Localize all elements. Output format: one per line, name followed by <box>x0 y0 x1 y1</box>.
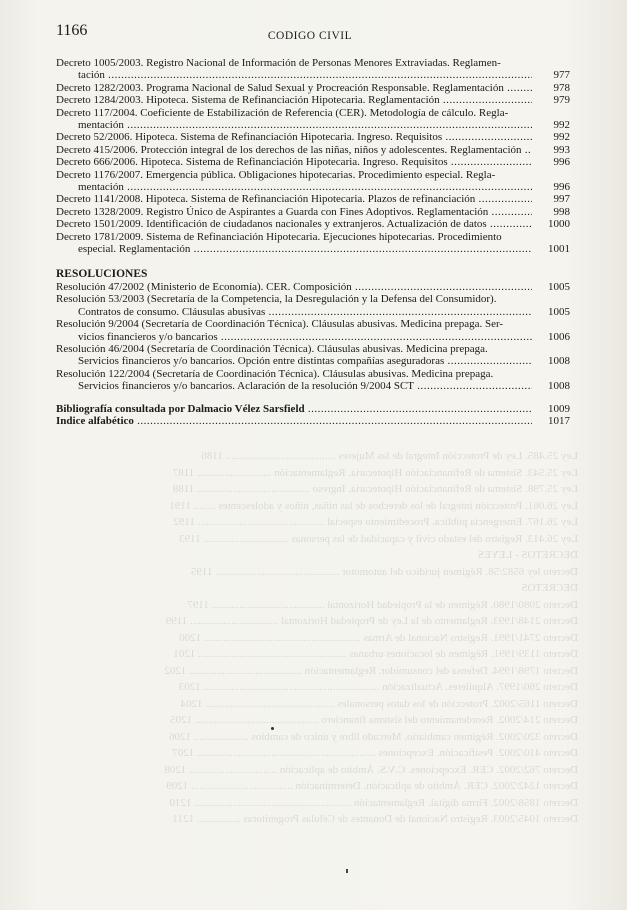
toc-entry-line: Decreto 415/2006. Protección integral de los derechos de las niñas, niños y adolescentes. Reglamentación ..... <box>56 144 532 156</box>
toc-entry-line: Decreto 52/2006. Hipoteca. Sistema de Refinanciación Hipotecaria. Ingreso. Requisitos ..... <box>56 131 532 143</box>
toc-entry <box>56 82 570 94</box>
show-through-text: Ley 25.485. Ley de Protección Integral de las Mujeres ........................................ 1186 Ley 25.543. Sistema de Refinanciación Hipotecaria. Reglamentación ........................... 1187 Ley 25.798. Sistema de Refinanciación Hipotecaria. Ingreso ......................................... 1188 Ley 26.061. Protección integral de los derechos de las niñas, niños y adolescentes ........ 1191 Ley 26.167. Emergencia pública. Procedimiento especial .............................................. 1192 Ley 26.413. Registro del estado civil y capacidad de las personas ............................... 1193 DECRETOS - LEYES Decreto ley 6582/58. Régimen jurídico del automotor ............................................. 1195 DECRETOS Decreto 2080/1980. Régimen de la Propiedad Horizontal ......................................... 1197 Decreto 2148/1993. Reglamento de la Ley de Propiedad Horizontal ................................ 1199 Decreto 2741/1991. Registro Nacional de Armas ......................................................... 1200 Decreto 1139/1991. Régimen de locaciones urbanas ...................................................... 1201 Decreto 1798/1994. Defensa del consumidor. Reglamentación ......................................... 1202 Decreto 260/1997. Alquileres. Actualización ................................................................ 1203 Decreto 1165/2002. Protección de los datos personales ............................................... 1204 Decreto 214/2002. Reordenamiento del sistema financiero ............................................. 1205 Decreto 320/2002. Régimen cambiario. Mercado libre y único de cambios .................... 1206 Decreto 410/2002. Pesificación. Excepciones ................................................................. 1207 Decreto 762/2002. CER. Excepciones. C.V.S. Ámbito de aplicación ................................ 1208 Decreto 1242/2002. CER. Ámbito de aplicación. Determinación ..................................... 1209 Decreto 1858/2002. Firma digital. Reglamentación ......................................................... 1210 Decreto 1045/2003. Registro Nacional de Donantes de Células Progenitoras ................ 1211 <box>164 450 578 825</box>
toc-page-number: 1017 <box>548 414 570 427</box>
toc-page-number: 1000 <box>548 218 570 231</box>
toc-page-number: 997 <box>553 193 570 206</box>
toc-page-number: 993 <box>553 143 570 156</box>
toc-entry <box>56 318 570 343</box>
toc-entry-line: Servicios financieros y/o bancarios. Opción entre distintas compañías aseguradoras ..... <box>56 355 532 367</box>
toc-page-number: 1009 <box>548 402 570 415</box>
toc-entry-line: Contratos de consumo. Cláusulas abusivas ..... <box>56 306 532 318</box>
toc-page-number: 1008 <box>548 355 570 368</box>
toc-entry-line: Indice alfabético ..... <box>56 415 532 427</box>
toc-page-number: 1001 <box>548 243 570 256</box>
toc-entry <box>56 281 570 293</box>
toc-entry <box>56 131 570 143</box>
toc-page-number: 992 <box>553 119 570 132</box>
toc-entry <box>56 206 570 218</box>
ink-speck <box>346 869 348 873</box>
toc-entry-line: Servicios financieros y/o bancarios. Aclaración de la resolución 9/2004 SCT ..... <box>56 380 532 392</box>
toc-entry-line: Decreto 1282/2003. Programa Nacional de Salud Sexual y Procreación Responsable. Reglamentación ..... <box>56 82 532 94</box>
page-number: 1166 <box>56 22 88 39</box>
page-header <box>56 22 564 44</box>
toc-page-number: 1008 <box>548 380 570 393</box>
toc-entry-line: Resolución 9/2004 (Secretaría de Coordinación Técnica). Cláusulas abusivas. Medicina prepaga. Ser- <box>56 318 504 331</box>
toc-entry-alphabetical-index <box>56 415 570 427</box>
toc-entry <box>56 57 570 82</box>
toc-entry-line: vicios financieros y/o bancarios ..... <box>56 331 532 343</box>
toc-page-number: 977 <box>553 69 570 82</box>
toc-entry <box>56 218 570 230</box>
toc-page-number: 992 <box>553 131 570 144</box>
toc-page-number: 978 <box>553 81 570 94</box>
toc-entry <box>56 368 570 393</box>
toc-entry-line: Resolución 46/2004 (Secretaría de Coordinación Técnica). Cláusulas abusivas. Medicina prepaga. <box>56 342 488 355</box>
section-heading-resoluciones: RESOLUCIONES <box>56 267 148 280</box>
toc-entry <box>56 156 570 168</box>
toc-entry-line: Decreto 1284/2003. Hipoteca. Sistema de Refinanciación Hipotecaria. Reglamentación ..... <box>56 94 532 106</box>
toc-entry <box>56 293 570 318</box>
toc-page-number: 996 <box>553 181 570 194</box>
toc-entry-line: Resolución 47/2002 (Ministerio de Economía). CER. Composición ..... <box>56 281 532 293</box>
toc-entry <box>56 144 570 156</box>
toc-entry-line: Decreto 666/2006. Hipoteca. Sistema de Refinanciación Hipotecaria. Ingreso. Requisitos ..... <box>56 156 532 168</box>
toc-page-number: 1005 <box>548 305 570 318</box>
toc-entry-line: tación ..... <box>56 69 532 81</box>
toc-entry-line: Resolución 122/2004 (Secretaría de Coordinación Técnica). Cláusulas abusivas. Medicina prepaga. <box>56 367 494 380</box>
toc-entry-line: mentación ..... <box>56 181 532 193</box>
toc-entry <box>56 94 570 106</box>
toc-entry-line: Bibliografía consultada por Dalmacio Vélez Sarsfield ..... <box>56 403 532 415</box>
toc-entry-line: Decreto 1781/2009. Sistema de Refinanciación Hipotecaria. Ejecuciones hipotecarias. Procedimiento <box>56 230 502 243</box>
toc-page-number: 996 <box>553 156 570 169</box>
table-of-contents <box>56 57 570 427</box>
toc-entry <box>56 169 570 194</box>
toc-entry-line: Decreto 1005/2003. Registro Nacional de Información de Personas Menores Extraviadas. Reglamen- <box>56 57 501 69</box>
toc-entry <box>56 107 570 132</box>
toc-entry-line: mentación ..... <box>56 119 532 131</box>
toc-entry-line: Decreto 1141/2008. Hipoteca. Sistema de Refinanciación Hipotecaria. Plazos de refinanciación ..... <box>56 193 532 205</box>
toc-page-number: 1006 <box>548 330 570 343</box>
toc-entry-bibliography <box>56 403 570 415</box>
running-title: CODIGO CIVIL <box>267 30 353 42</box>
toc-page-number: 979 <box>553 94 570 107</box>
toc-page-number: 998 <box>553 205 570 218</box>
toc-page-number: 1005 <box>548 280 570 293</box>
toc-entry <box>56 193 570 205</box>
toc-entry-line: especial. Reglamentación ..... <box>56 243 532 255</box>
toc-entry-line: Decreto 1328/2009. Registro Único de Aspirantes a Guarda con Fines Adoptivos. Reglamentación ..... <box>56 206 532 218</box>
toc-entry-line: Decreto 117/2004. Coeficiente de Estabilización de Referencia (CER). Metodología de cálculo. Regla- <box>56 106 509 119</box>
toc-entry-line: Decreto 1501/2009. Identificación de ciudadanos nacionales y extranjeros. Actualización de datos ..... <box>56 218 532 230</box>
toc-entry-line: Decreto 1176/2007. Emergencia pública. Obligaciones hipotecarias. Procedimiento especial. Regla- <box>56 168 496 181</box>
toc-entry <box>56 343 570 368</box>
ink-speck <box>271 727 274 730</box>
toc-entry-line: Resolución 53/2003 (Secretaría de la Competencia, la Desregulación y la Defensa del Consumidor). <box>56 293 497 306</box>
toc-entry <box>56 231 570 256</box>
